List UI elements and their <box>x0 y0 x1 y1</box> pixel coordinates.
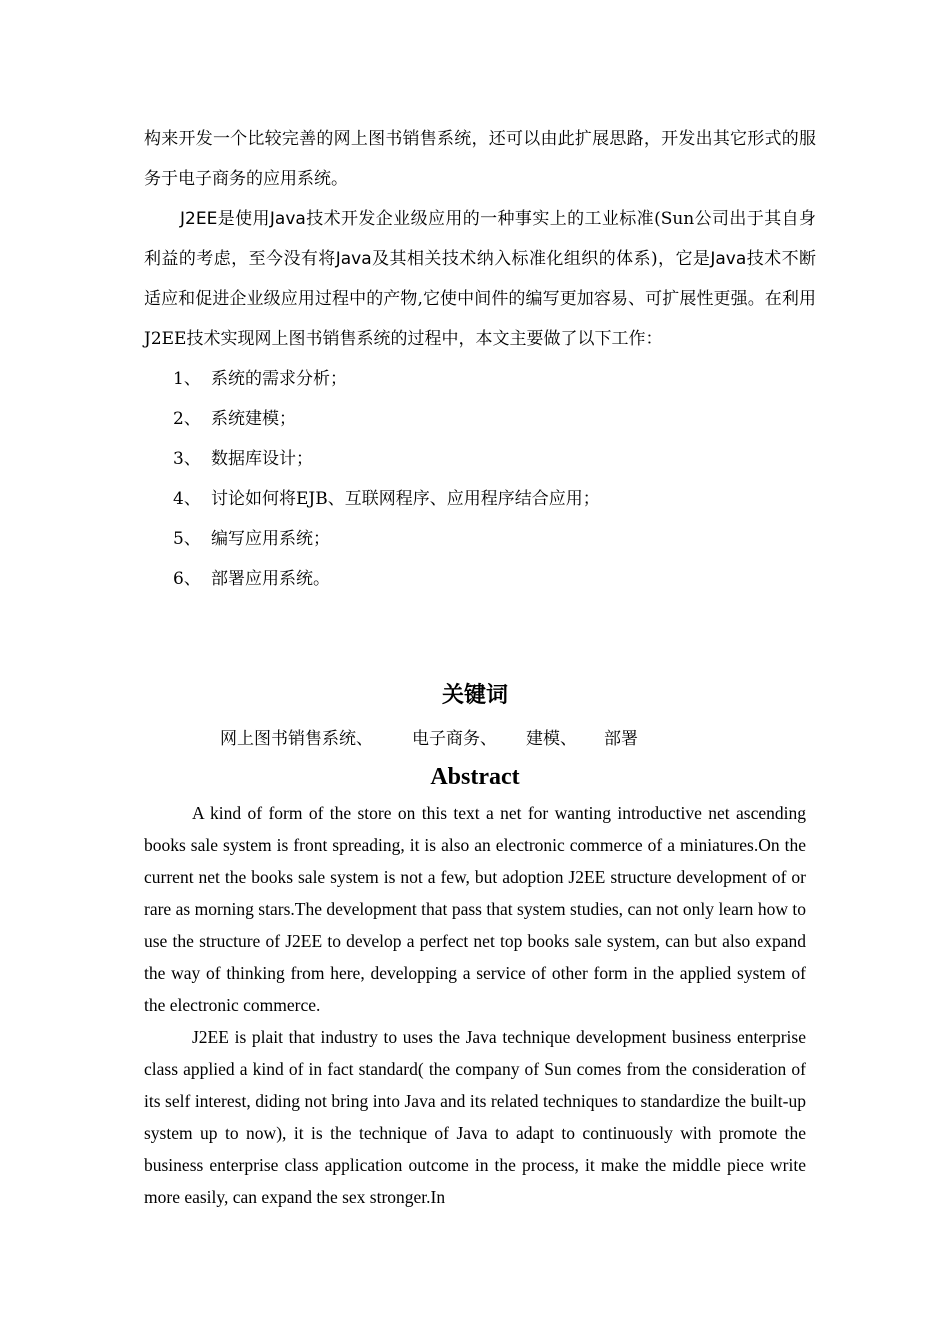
intro-paragraph-2 <box>144 199 816 359</box>
list-item-number: 5、 <box>173 529 201 549</box>
list-item-number: 3、 <box>173 449 201 469</box>
list-item-text: 部署应用系统。 <box>211 569 330 589</box>
abstract-paragraph-1: A kind of form of the store on this text a net for wanting introductive net ascending books sale system is front spreading, it is also an electronic commerce of a miniatures.On the current net the books sale system is not a few, but adoption J2EE structure development of or rare as morning stars.The development that pass that system studies, can not only learn how to use the structure of J2EE to develop a perfect net top books sale system, can but also expand the way of thinking from here, developping a service of other form in the applied system of the electronic commerce. <box>144 803 806 1015</box>
list-item-number: 1、 <box>173 369 201 389</box>
intro-p2-text-b: 是使用 <box>217 209 270 229</box>
abstract-paragraph-2: J2EE is plait that industry to uses the Java technique development business enterprise class applied a kind of in fact standard( the company of Sun comes from the consideration of its self interest, diding not bring into Java and its related techniques to standardize the built-up system up to now), it is the technique of Java to adapt to continuously with promote the business enterprise class application outcome in the process, it make the middle piece write more easily, can expand the sex stronger.In <box>144 1027 806 1207</box>
list-item <box>173 399 816 439</box>
list-item-text: 讨论如何将EJB、互联网程序、应用程序结合应用； <box>211 489 600 509</box>
list-item-number: 6、 <box>173 569 201 589</box>
keyword-item: 网上图书销售系统、 <box>220 729 373 749</box>
list-item-text: 编写应用系统； <box>211 529 330 549</box>
list-item-text: 系统建模； <box>211 409 296 429</box>
intro-p2-text-g: 及其相关技术纳入标准化组织的体系)，它是 <box>371 249 711 269</box>
list-item-number: 2、 <box>173 409 201 429</box>
list-item-text: 数据库设计； <box>211 449 313 469</box>
abstract-body <box>144 797 806 1213</box>
term-java-3: Java <box>710 249 747 269</box>
list-item <box>173 359 816 399</box>
intro-p2-text-d: 技术开发企业级应用的一种事实上的工业标准(Sun <box>305 209 695 229</box>
keywords-heading: 关键词 <box>441 683 508 708</box>
list-item <box>173 519 816 559</box>
keyword-item: 建模、 <box>526 729 577 749</box>
keywords-line <box>220 722 820 756</box>
work-item-list <box>144 359 816 599</box>
term-java-1: Java <box>269 209 306 229</box>
intro-p2-text-i: 技术不断适应和促进企业级应用过程中的产物,它使中间件的编写更加容易、可扩展性更强。在利用J2EE技术实现网上图书销售系统的过程中，本文主要做了以下工作： <box>144 249 817 349</box>
intro-paragraph-1: 构来开发一个比较完善的网上图书销售系统，还可以由此扩展思路，开发出其它形式的服务于电子商务的应用系统。 <box>144 129 816 189</box>
abstract-heading: Abstract <box>430 764 520 790</box>
list-item-text: 系统的需求分析； <box>211 369 347 389</box>
list-item <box>173 479 816 519</box>
list-item <box>173 559 816 599</box>
keyword-item: 部署 <box>604 729 638 749</box>
intro-p2-text-e: 公司出于其自身利益的考虑，至今没有将 <box>144 209 817 269</box>
term-java-2: Java <box>335 249 372 269</box>
keyword-item: 电子商务、 <box>412 729 497 749</box>
chinese-intro-section <box>144 119 816 599</box>
term-j2ee: J2EE <box>180 209 218 229</box>
list-item-number: 4、 <box>173 489 201 509</box>
list-item <box>173 439 816 479</box>
